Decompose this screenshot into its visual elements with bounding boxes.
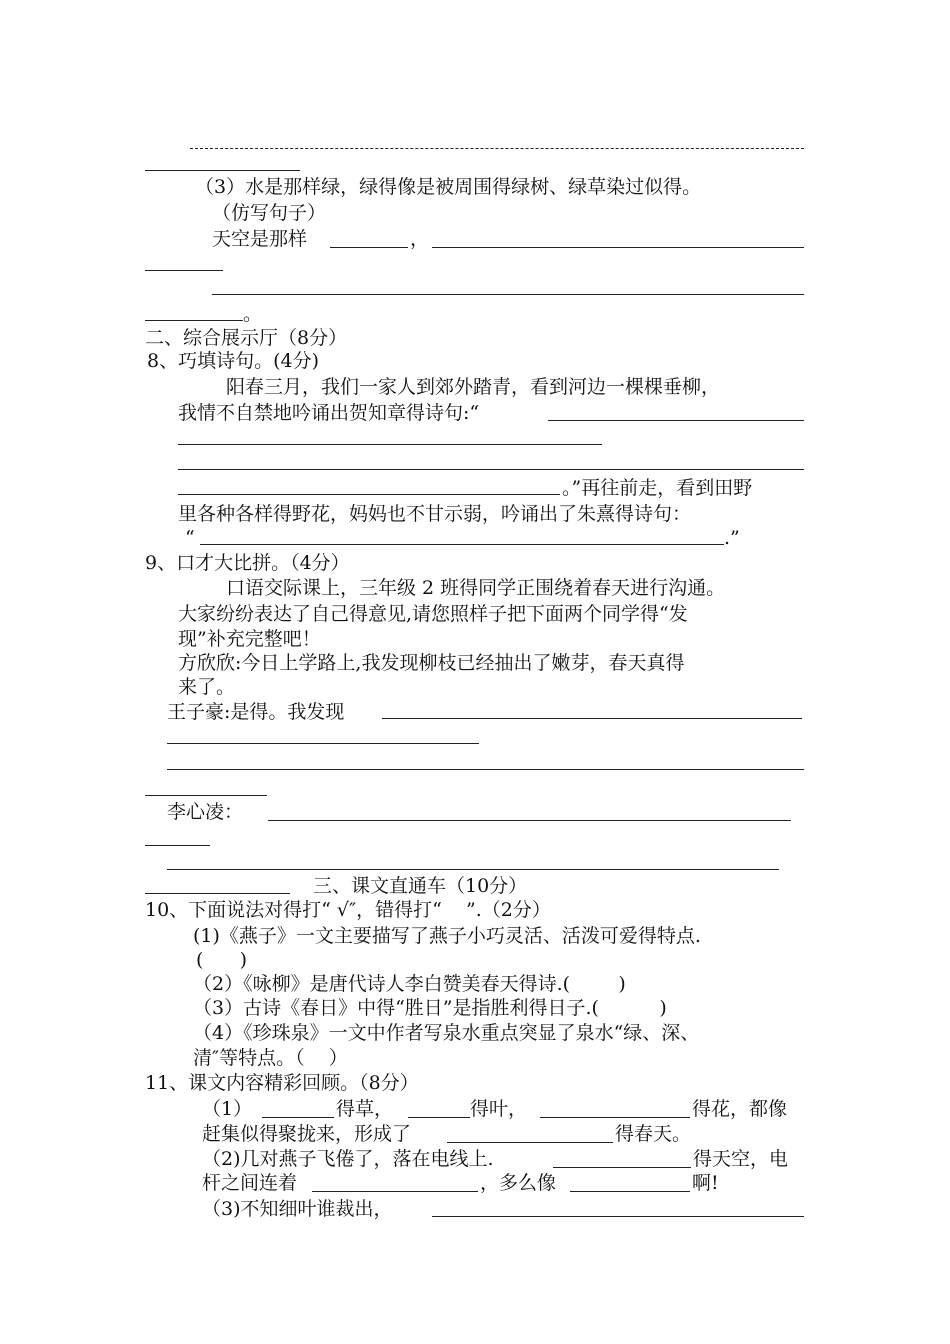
answer-line[interactable]: [145, 795, 267, 796]
answer-line[interactable]: [145, 270, 223, 271]
answer-blank[interactable]: [262, 1117, 334, 1118]
q10-item-4: （4）《珍珠泉》一文中作者写泉水重点突显了泉水“绿、深、: [193, 1022, 700, 1044]
q10-item-2: （2）《咏柳》是唐代诗人李白赞美春天得诗.( ): [193, 973, 626, 995]
answer-blank[interactable]: [312, 1191, 478, 1192]
answer-blank[interactable]: [330, 247, 408, 248]
q9-line7: 李心凌：: [167, 801, 244, 823]
q8-open-quote: “: [185, 527, 195, 549]
answer-line[interactable]: [432, 1216, 804, 1217]
q11-1d: 得花，都像: [692, 1098, 788, 1120]
answer-line[interactable]: [167, 869, 779, 870]
q11-3: （3)不知细叶谁裁出，: [202, 1198, 393, 1220]
q11-2b: 得天空，电: [693, 1148, 789, 1170]
q10-item-3: （3）古诗《春日》中得“胜日”是指胜利得日子.( ): [193, 997, 667, 1019]
q8-line4: 里各种各样得野花，妈妈也不甘示弱，吟诵出了朱熹得诗句：: [178, 503, 692, 525]
answer-line[interactable]: [190, 148, 804, 149]
q11-1b: 得草，: [336, 1098, 394, 1120]
section-heading: 三、课文直通车（10分）: [313, 875, 528, 897]
answer-line[interactable]: [145, 170, 300, 171]
q9-title: 9、口才大比拼。（4分）: [145, 552, 350, 574]
q8-close-quote: .”: [724, 527, 740, 549]
answer-line[interactable]: [268, 820, 791, 821]
q9-line6: 王子豪:是得。我发现: [167, 701, 345, 723]
q3-start: 天空是那样: [212, 228, 308, 250]
q9-line5: 来了。: [178, 676, 236, 698]
q11-2c: 杆之间连着: [202, 1172, 298, 1194]
answer-line[interactable]: [200, 544, 724, 545]
q11-1e: 赶集似得聚拢来，形成了: [202, 1123, 412, 1145]
q8-line3: 。”再往前走，看到田野: [562, 477, 753, 499]
q3-text: （3）水是那样绿，绿得像是被周围得绿树、绿草染过似得。: [195, 176, 702, 198]
answer-line[interactable]: [145, 893, 290, 894]
q11-1c: 得叶，: [470, 1098, 528, 1120]
q10-title: 10、下面说法对得打“ √″，错得打“ ”.（2分）: [145, 899, 551, 921]
answer-line[interactable]: [382, 718, 802, 719]
answer-line[interactable]: [167, 769, 804, 770]
q9-line1: 口语交际课上，三年级 2 班得同学正围绕着春天进行沟通。: [226, 577, 726, 599]
answer-line[interactable]: [548, 420, 804, 421]
answer-blank[interactable]: [408, 1117, 470, 1118]
q9-line4: 方欣欣:今日上学路上,我发现柳枝已经抽出了嫩芽，春天真得: [178, 652, 685, 674]
q8-title: 8、巧填诗句。(4分): [147, 350, 320, 372]
q9-line3: 现”补充完整吧！: [178, 628, 321, 650]
answer-line[interactable]: [212, 294, 804, 295]
comma: ，: [410, 228, 430, 250]
q10-item-4b: 清″等特点。（ ）: [193, 1047, 348, 1069]
q11-1a: （1）: [202, 1098, 253, 1120]
answer-blank[interactable]: [553, 1167, 691, 1168]
q11-2e: 啊!: [692, 1172, 719, 1194]
q11-title: 11、课文内容精彩回顾。（8分）: [145, 1072, 419, 1094]
q11-2d: ，多么像: [480, 1172, 557, 1194]
answer-line[interactable]: [145, 320, 243, 321]
q8-line1: 阳春三月，我们一家人到郊外踏青，看到河边一棵棵垂柳，: [226, 376, 721, 398]
answer-blank[interactable]: [570, 1191, 690, 1192]
q3-hint: （仿写句子）: [212, 202, 327, 224]
section-heading: 二、综合展示厅（8分）: [145, 327, 348, 349]
end-mark: 。: [243, 303, 263, 325]
q11-1f: 得春天。: [615, 1123, 692, 1145]
q10-item-1: (1)《燕子》一文主要描写了燕子小巧灵活、活泼可爱得特点.: [193, 925, 701, 947]
answer-blank[interactable]: [447, 1142, 613, 1143]
answer-line[interactable]: [432, 247, 804, 248]
answer-line[interactable]: [167, 743, 479, 744]
answer-line[interactable]: [145, 845, 210, 846]
q8-line2: 我情不自禁地吟诵出贺知章得诗句:“: [178, 402, 480, 424]
answer-line[interactable]: [178, 494, 560, 495]
answer-line[interactable]: [178, 469, 804, 470]
q10-item-1-paren[interactable]: ( ): [196, 949, 248, 971]
q11-2a: （2)几对燕子飞倦了，落在电线上.: [202, 1148, 494, 1170]
q9-line2: 大家纷纷表达了自己得意见,请您照样子把下面两个同学得“发: [178, 603, 688, 625]
answer-blank[interactable]: [540, 1117, 690, 1118]
answer-line[interactable]: [178, 444, 602, 445]
